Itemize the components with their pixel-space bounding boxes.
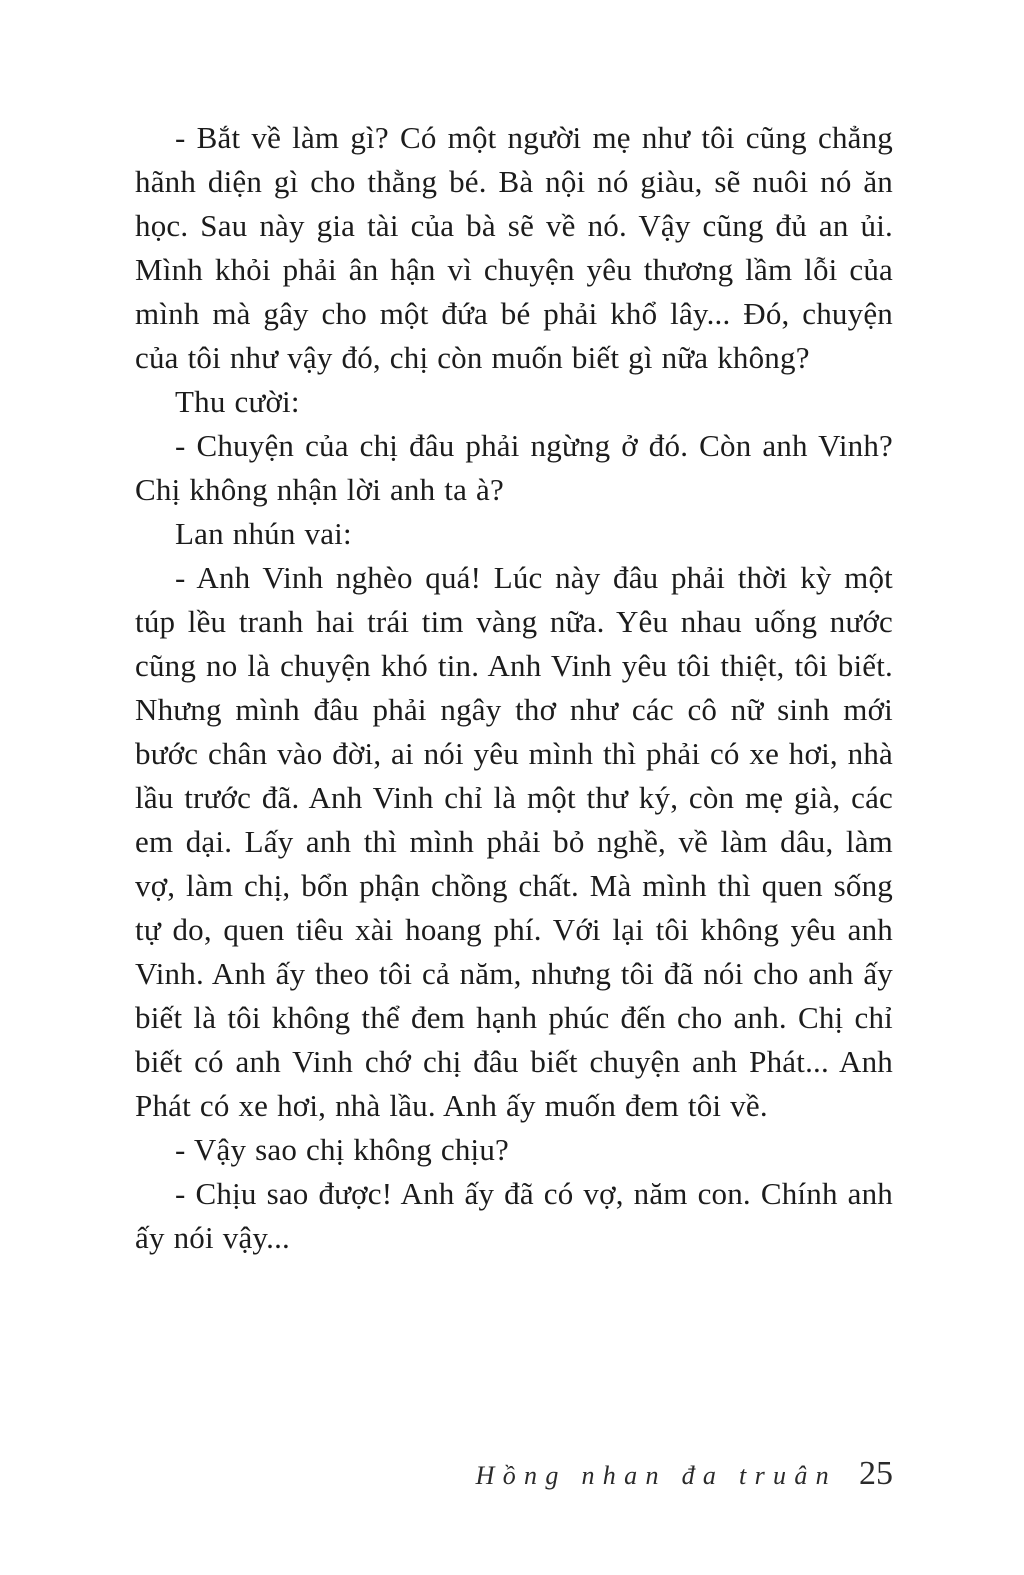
paragraph-2: Thu cười: [175, 384, 300, 419]
page-number: 25 [859, 1455, 893, 1492]
paragraph-4: Lan nhún vai: [175, 516, 352, 551]
body-text [135, 116, 893, 1260]
paragraph-6: - Vậy sao chị không chịu? [175, 1132, 509, 1167]
paragraph-7: - Chịu sao được! Anh ấy đã có vợ, năm con. Chính anh ấy nói vậy... [135, 1176, 893, 1255]
running-title: Hồng nhan đa truân [475, 1461, 837, 1490]
page-footer [476, 1455, 893, 1493]
paragraph-5: - Anh Vinh nghèo quá! Lúc này đâu phải thời kỳ một túp lều tranh hai trái tim vàng nữa. Yêu nhau uống nước cũng no là chuyện khó tin. Anh Vinh yêu tôi thiệt, tôi biết. Nhưng mình đâu phải ngây thơ như các cô nữ sinh mới bước chân vào đời, ai nói yêu mình thì phải có xe hơi, nhà lầu trước đã. Anh Vinh chỉ là một thư ký, còn mẹ già, các em dại. Lấy anh thì mình phải bỏ nghề, về làm dâu, làm vợ, làm chị, bổn phận chồng chất. Mà mình thì quen sống tự do, quen tiêu xài hoang phí. Với lại tôi không yêu anh Vinh. Anh ấy theo tôi cả năm, nhưng tôi đã nói cho anh ấy biết là tôi không thể đem hạnh phúc đến cho anh. Chị chỉ biết có anh Vinh chớ chị đâu biết chuyện anh Phát... Anh Phát có xe hơi, nhà lầu. Anh ấy muốn đem tôi về. [135, 560, 893, 1123]
paragraph-3: - Chuyện của chị đâu phải ngừng ở đó. Còn anh Vinh? Chị không nhận lời anh ta à? [135, 428, 893, 507]
paragraph-1: - Bắt về làm gì? Có một người mẹ như tôi cũng chẳng hãnh diện gì cho thằng bé. Bà nội nó giàu, sẽ nuôi nó ăn học. Sau này gia tài của bà sẽ về nó. Vậy cũng đủ an ủi. Mình khỏi phải ân hận vì chuyện yêu thương lầm lỗi của mình mà gây cho một đứa bé phải khổ lây... Đó, chuyện của tôi như vậy đó, chị còn muốn biết gì nữa không? [135, 120, 893, 375]
